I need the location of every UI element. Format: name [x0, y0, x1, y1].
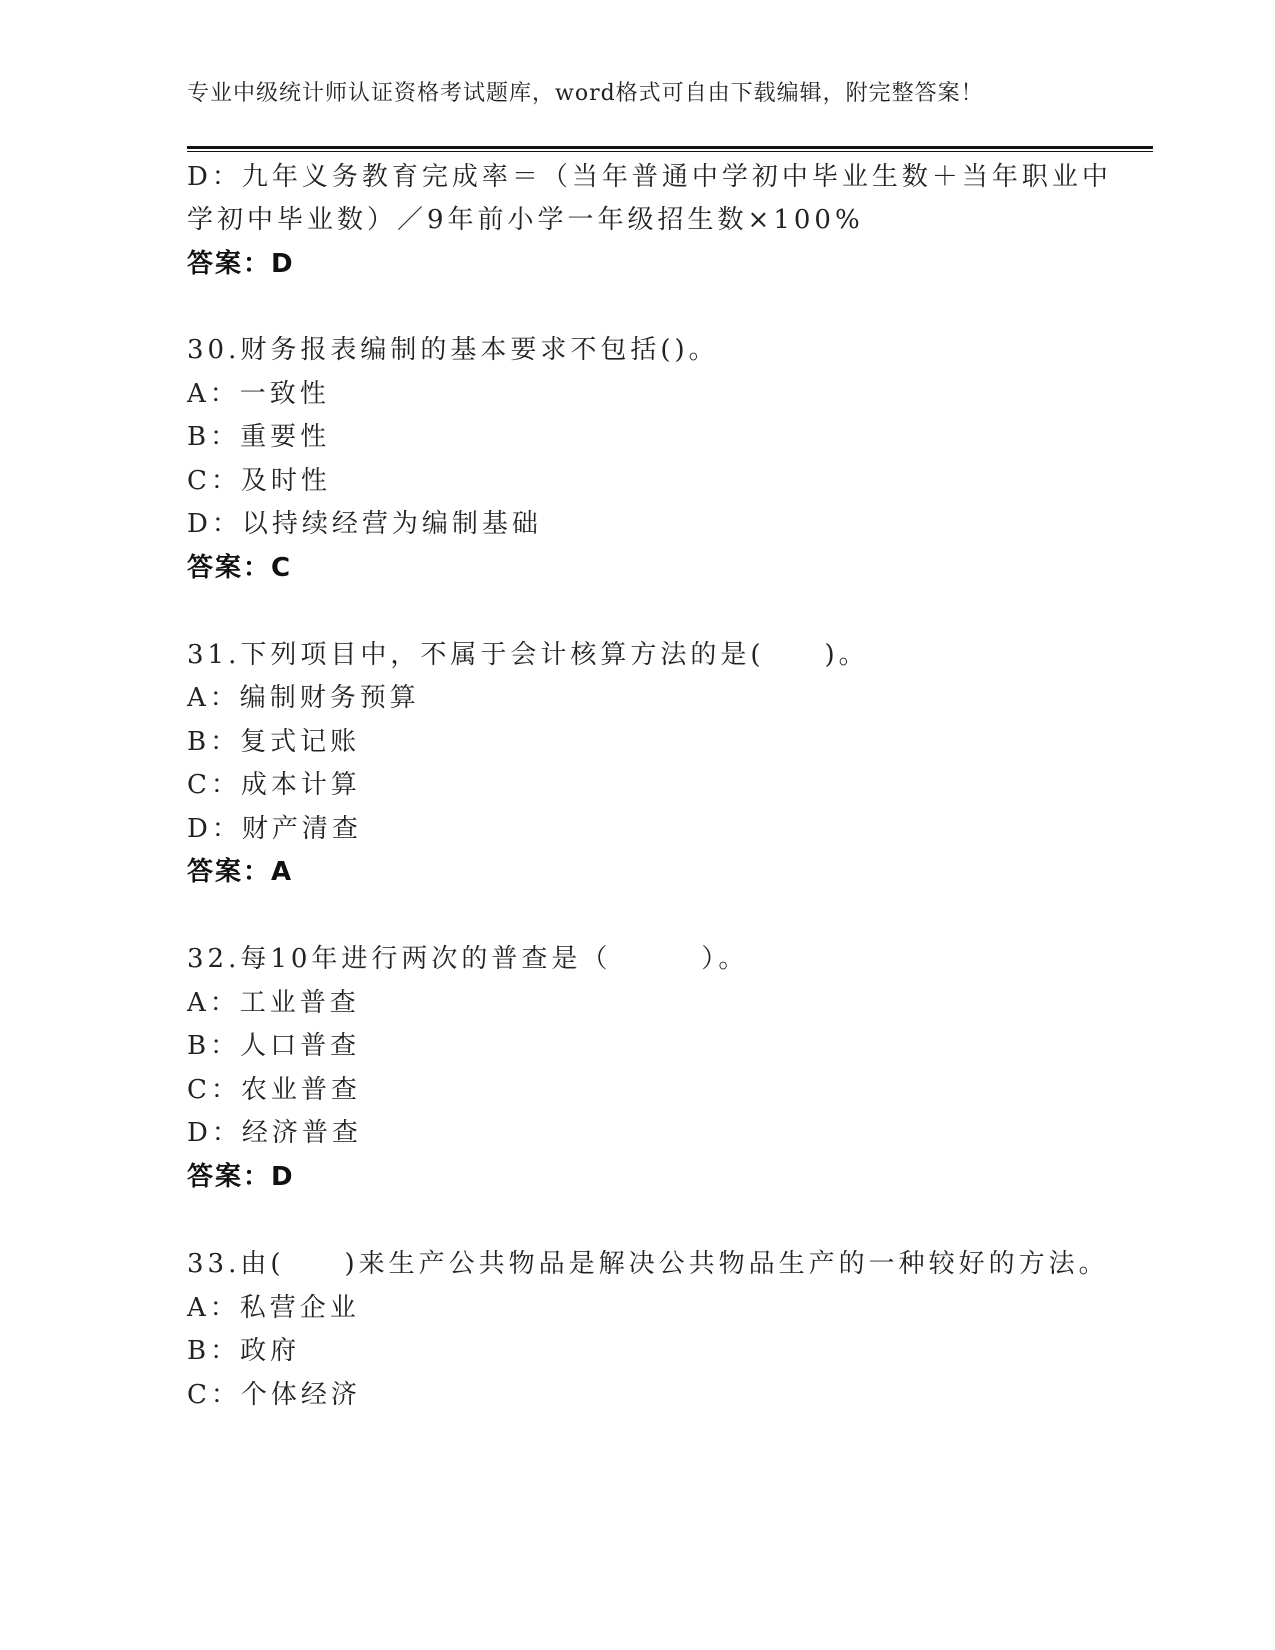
q30-option-d: D：以持续经营为编制基础 — [187, 509, 542, 539]
q33-option-b: B：政府 — [187, 1336, 301, 1366]
q32-stem: 32.每10年进行两次的普查是（ ）。 — [187, 944, 749, 974]
q30-option-a: A：一致性 — [187, 379, 330, 409]
q30-answer: 答案：C — [187, 553, 293, 583]
prev-answer: 答案：D — [187, 249, 295, 279]
prev-option-d-line2: 学初中毕业数）／9年前小学一年级招生数×100% — [187, 205, 864, 235]
q31-option-c: C：成本计算 — [187, 770, 361, 800]
q32-answer: 答案：D — [187, 1162, 295, 1192]
q31-stem: 31.下列项目中，不属于会计核算方法的是( )。 — [187, 640, 869, 670]
q32-option-c: C：农业普查 — [187, 1075, 361, 1105]
q32-option-d: D：经济普查 — [187, 1118, 362, 1148]
q33-stem: 33.由( )来生产公共物品是解决公共物品生产的一种较好的方法。 — [187, 1249, 1109, 1279]
page-header: 专业中级统计师认证资格考试题库，word格式可自由下载编辑，附完整答案！ — [187, 81, 984, 106]
prev-option-d-line1: D：九年义务教育完成率＝（当年普通中学初中毕业生数＋当年职业中 — [187, 162, 1112, 192]
q31-option-d: D：财产清查 — [187, 814, 362, 844]
header-rule-thin — [187, 151, 1153, 152]
q30-option-b: B：重要性 — [187, 422, 331, 452]
header-rule-thick — [187, 146, 1153, 149]
q32-option-b: B：人口普查 — [187, 1031, 361, 1061]
q33-option-c: C：个体经济 — [187, 1380, 361, 1410]
q33-option-a: A：私营企业 — [187, 1293, 360, 1323]
q30-option-c: C：及时性 — [187, 466, 331, 496]
q30-stem: 30.财务报表编制的基本要求不包括()。 — [187, 335, 719, 365]
q31-option-b: B：复式记账 — [187, 727, 361, 757]
q31-answer: 答案：A — [187, 857, 294, 887]
q31-option-a: A：编制财务预算 — [187, 683, 420, 713]
q32-option-a: A：工业普查 — [187, 988, 360, 1018]
